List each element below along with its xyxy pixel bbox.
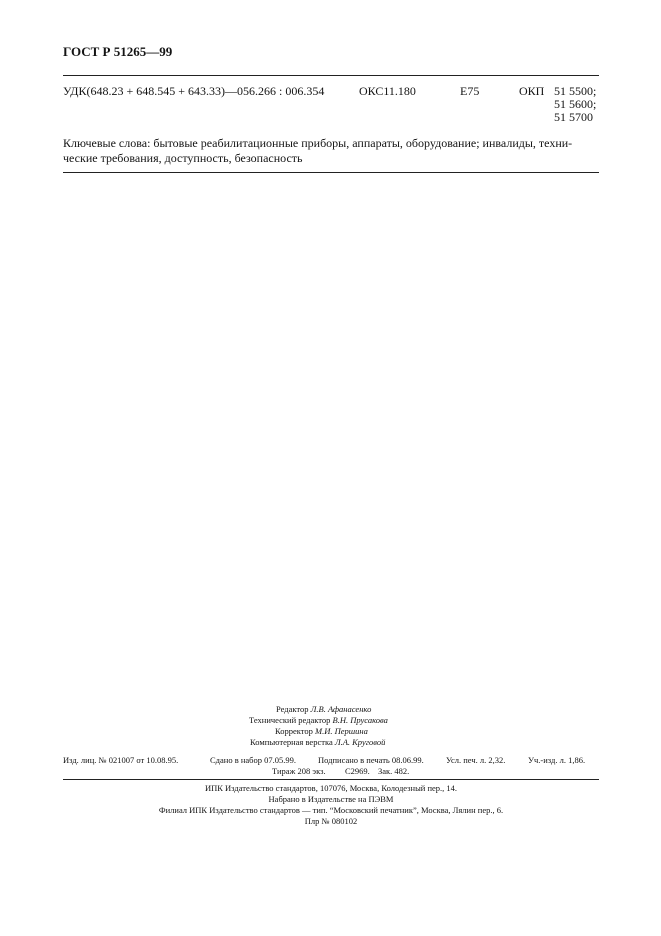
standard-code: ГОСТ Р 51265—99: [63, 44, 173, 59]
publisher-license: Плр № 080102: [304, 816, 358, 826]
credit-label: Технический редактор: [249, 715, 331, 725]
keywords-line: Ключевые слова: бытовые реабилитационные приборы, аппараты, оборудование; инвалиды, техни-: [63, 136, 573, 150]
credit-name: В.Н. Прусакова: [332, 715, 388, 725]
credit-tech-editor: [249, 715, 388, 725]
okp-code: 51 5500;: [554, 84, 597, 98]
credit-label: Редактор: [276, 704, 309, 714]
keywords-rule: [63, 172, 599, 173]
credit-name: Л.В. Афанасенко: [310, 704, 372, 714]
imprint-signed: Подписано в печать 08.06.99.: [318, 755, 424, 765]
credit-name: Л.А. Круговой: [334, 737, 386, 747]
okp-code: 51 5600;: [554, 97, 597, 111]
keywords-paragraph: [63, 136, 599, 166]
header-rule: [63, 75, 599, 76]
okp-label: ОКП: [519, 84, 545, 98]
imprint-rule: [63, 779, 599, 780]
imprint-order-code: С2969.: [345, 766, 370, 776]
credit-name: М.И. Першина: [315, 726, 368, 736]
publisher-branch: Филиал ИПК Издательство стандартов — тип. “Московский печатник”, Москва, Лялин пер., 6.: [158, 805, 504, 815]
publisher-typeset: Набрано в Издательстве на ПЭВМ: [268, 794, 394, 804]
keywords-line: ческие требования, доступность, безопасность: [63, 151, 303, 165]
imprint-order: Зак. 482.: [378, 766, 410, 776]
imprint-license: Изд. лиц. № 021007 от 10.08.95.: [63, 755, 179, 765]
oks-code: ОКС11.180: [359, 84, 416, 98]
okp-code: 51 5700: [554, 110, 593, 124]
group-code: Е75: [460, 84, 480, 98]
imprint-print-sheets: Усл. печ. л. 2,32.: [446, 755, 506, 765]
credit-editor: [276, 704, 371, 714]
imprint-sent: Сдано в набор 07.05.99.: [210, 755, 296, 765]
credit-layout: [250, 737, 385, 747]
credit-label: Корректор: [275, 726, 313, 736]
credit-label: Компьютерная верстка: [250, 737, 333, 747]
credit-corrector: [275, 726, 368, 736]
imprint-pub-sheets: Уч.-изд. л. 1,86.: [528, 755, 586, 765]
publisher-address: ИПК Издательство стандартов, 107076, Москва, Колодезный пер., 14.: [204, 783, 458, 793]
imprint-circulation: Тираж 208 экз.: [272, 766, 326, 776]
udk-code: УДК(648.23 + 648.545 + 643.33)—056.266 : 006.354: [63, 84, 325, 98]
